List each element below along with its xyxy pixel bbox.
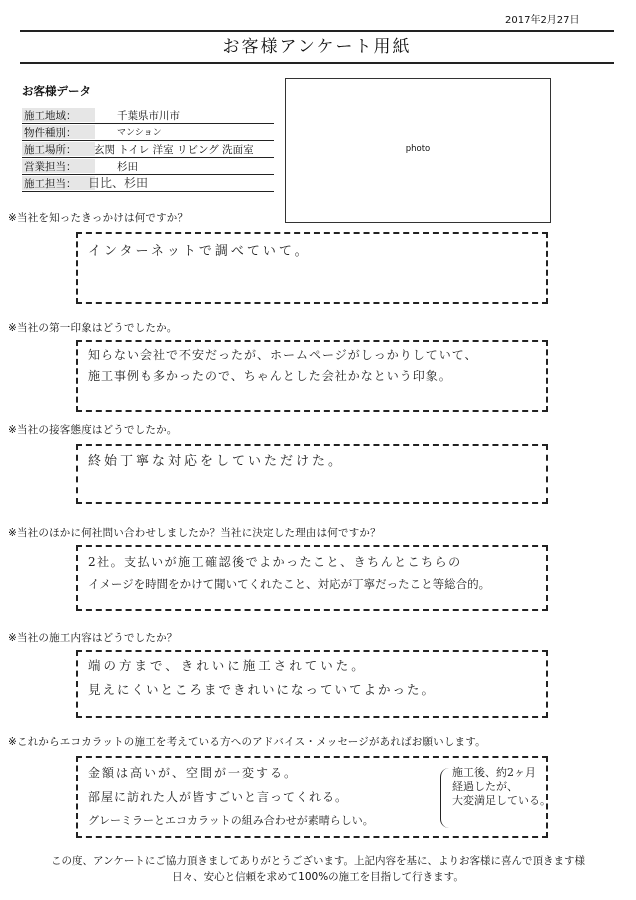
data-row-area	[22, 107, 274, 124]
question-3: ※当社の接客態度はどうでしたか。	[8, 424, 178, 436]
side-note-line: 大変満足している。	[452, 794, 551, 807]
row-label: 物件種別：	[22, 125, 95, 139]
question-6: ※これからエコカラットの施工を考えている方へのアドバイス・メッセージがあればお願いします。	[8, 736, 486, 748]
brace-mark	[440, 768, 449, 828]
answer-line: 見えにくいところまできれいになっていてよかった。	[88, 682, 437, 697]
answer-line: 2社。支払いが施工確認後でよかったこと、きちんとこちらの	[88, 555, 462, 569]
row-label: 施工担当：	[22, 176, 95, 190]
question-4: ※当社のほかに何社問い合わせしましたか？当社に決定した理由は何ですか？	[8, 527, 381, 539]
row-value: 玄関 トイレ 洋室 リビング 洗面室	[94, 144, 254, 156]
answer-box-1	[76, 232, 548, 304]
photo-label: photo	[405, 144, 431, 154]
row-label: 営業担当：	[22, 159, 95, 173]
question-1: ※当社を知ったきっかけは何ですか？	[8, 212, 189, 224]
side-note-line: 経過したが、	[452, 780, 518, 793]
question-2: ※当社の第一印象はどうでしたか。	[8, 322, 178, 334]
data-row-sales	[22, 158, 274, 175]
answer-line: 金額は高いが、空間が一変する。	[88, 766, 299, 780]
row-value: 千葉県市川市	[117, 110, 180, 122]
customer-data-heading: お客様データ	[22, 84, 91, 98]
data-row-installer	[22, 175, 274, 192]
answer-line: 端の方まで、きれいに施工されていた。	[88, 658, 367, 673]
row-value: 杉田	[117, 161, 138, 173]
footer-line: 日々、安心と信頼を求めて100%の施工を目指して行きます。	[172, 871, 464, 883]
row-label: 施工地域：	[22, 108, 95, 122]
answer-line: 知らない会社で不安だったが、ホームページがしっかりしていて、	[88, 348, 478, 362]
answer-box-2	[76, 340, 548, 412]
page-title: お客様アンケート用紙	[20, 30, 614, 64]
question-5: ※当社の施工内容はどうでしたか？	[8, 632, 178, 644]
answer-box-5	[76, 650, 548, 718]
answer-box-4	[76, 545, 548, 611]
row-value-handwritten: 日比、杉田	[88, 176, 149, 190]
customer-data-table	[22, 107, 274, 192]
data-row-location	[22, 141, 274, 158]
data-row-property	[22, 124, 274, 141]
footer-message	[0, 853, 636, 885]
answer-line: 終始丁寧な対応をしていただけた。	[88, 454, 345, 469]
answer-line: 部屋に訪れた人が皆すごいと言ってくれる。	[88, 790, 349, 804]
side-note	[452, 766, 551, 808]
footer-line: この度、アンケートにご協力頂きましてありがとうございます。上記内容を基に、よりお客様に喜んで頂きます様	[50, 855, 586, 867]
answer-line: イメージを時間をかけて聞いてくれたこと、対応が丁寧だったこと等総合的。	[88, 577, 491, 591]
answer-box-3	[76, 444, 548, 504]
photo-placeholder	[285, 78, 551, 223]
row-label: 施工場所：	[22, 142, 95, 156]
survey-date: 2017年2月27日	[505, 15, 580, 26]
row-value: マンション	[117, 128, 162, 138]
side-note-line: 施工後、約2ヶ月	[452, 766, 536, 779]
answer-line: インターネットで調べていて。	[88, 244, 311, 259]
answer-line: 施工事例も多かったので、ちゃんとした会社かなという印象。	[88, 369, 452, 383]
answer-line: グレーミラーとエコカラットの組み合わせが素晴らしい。	[88, 814, 374, 827]
